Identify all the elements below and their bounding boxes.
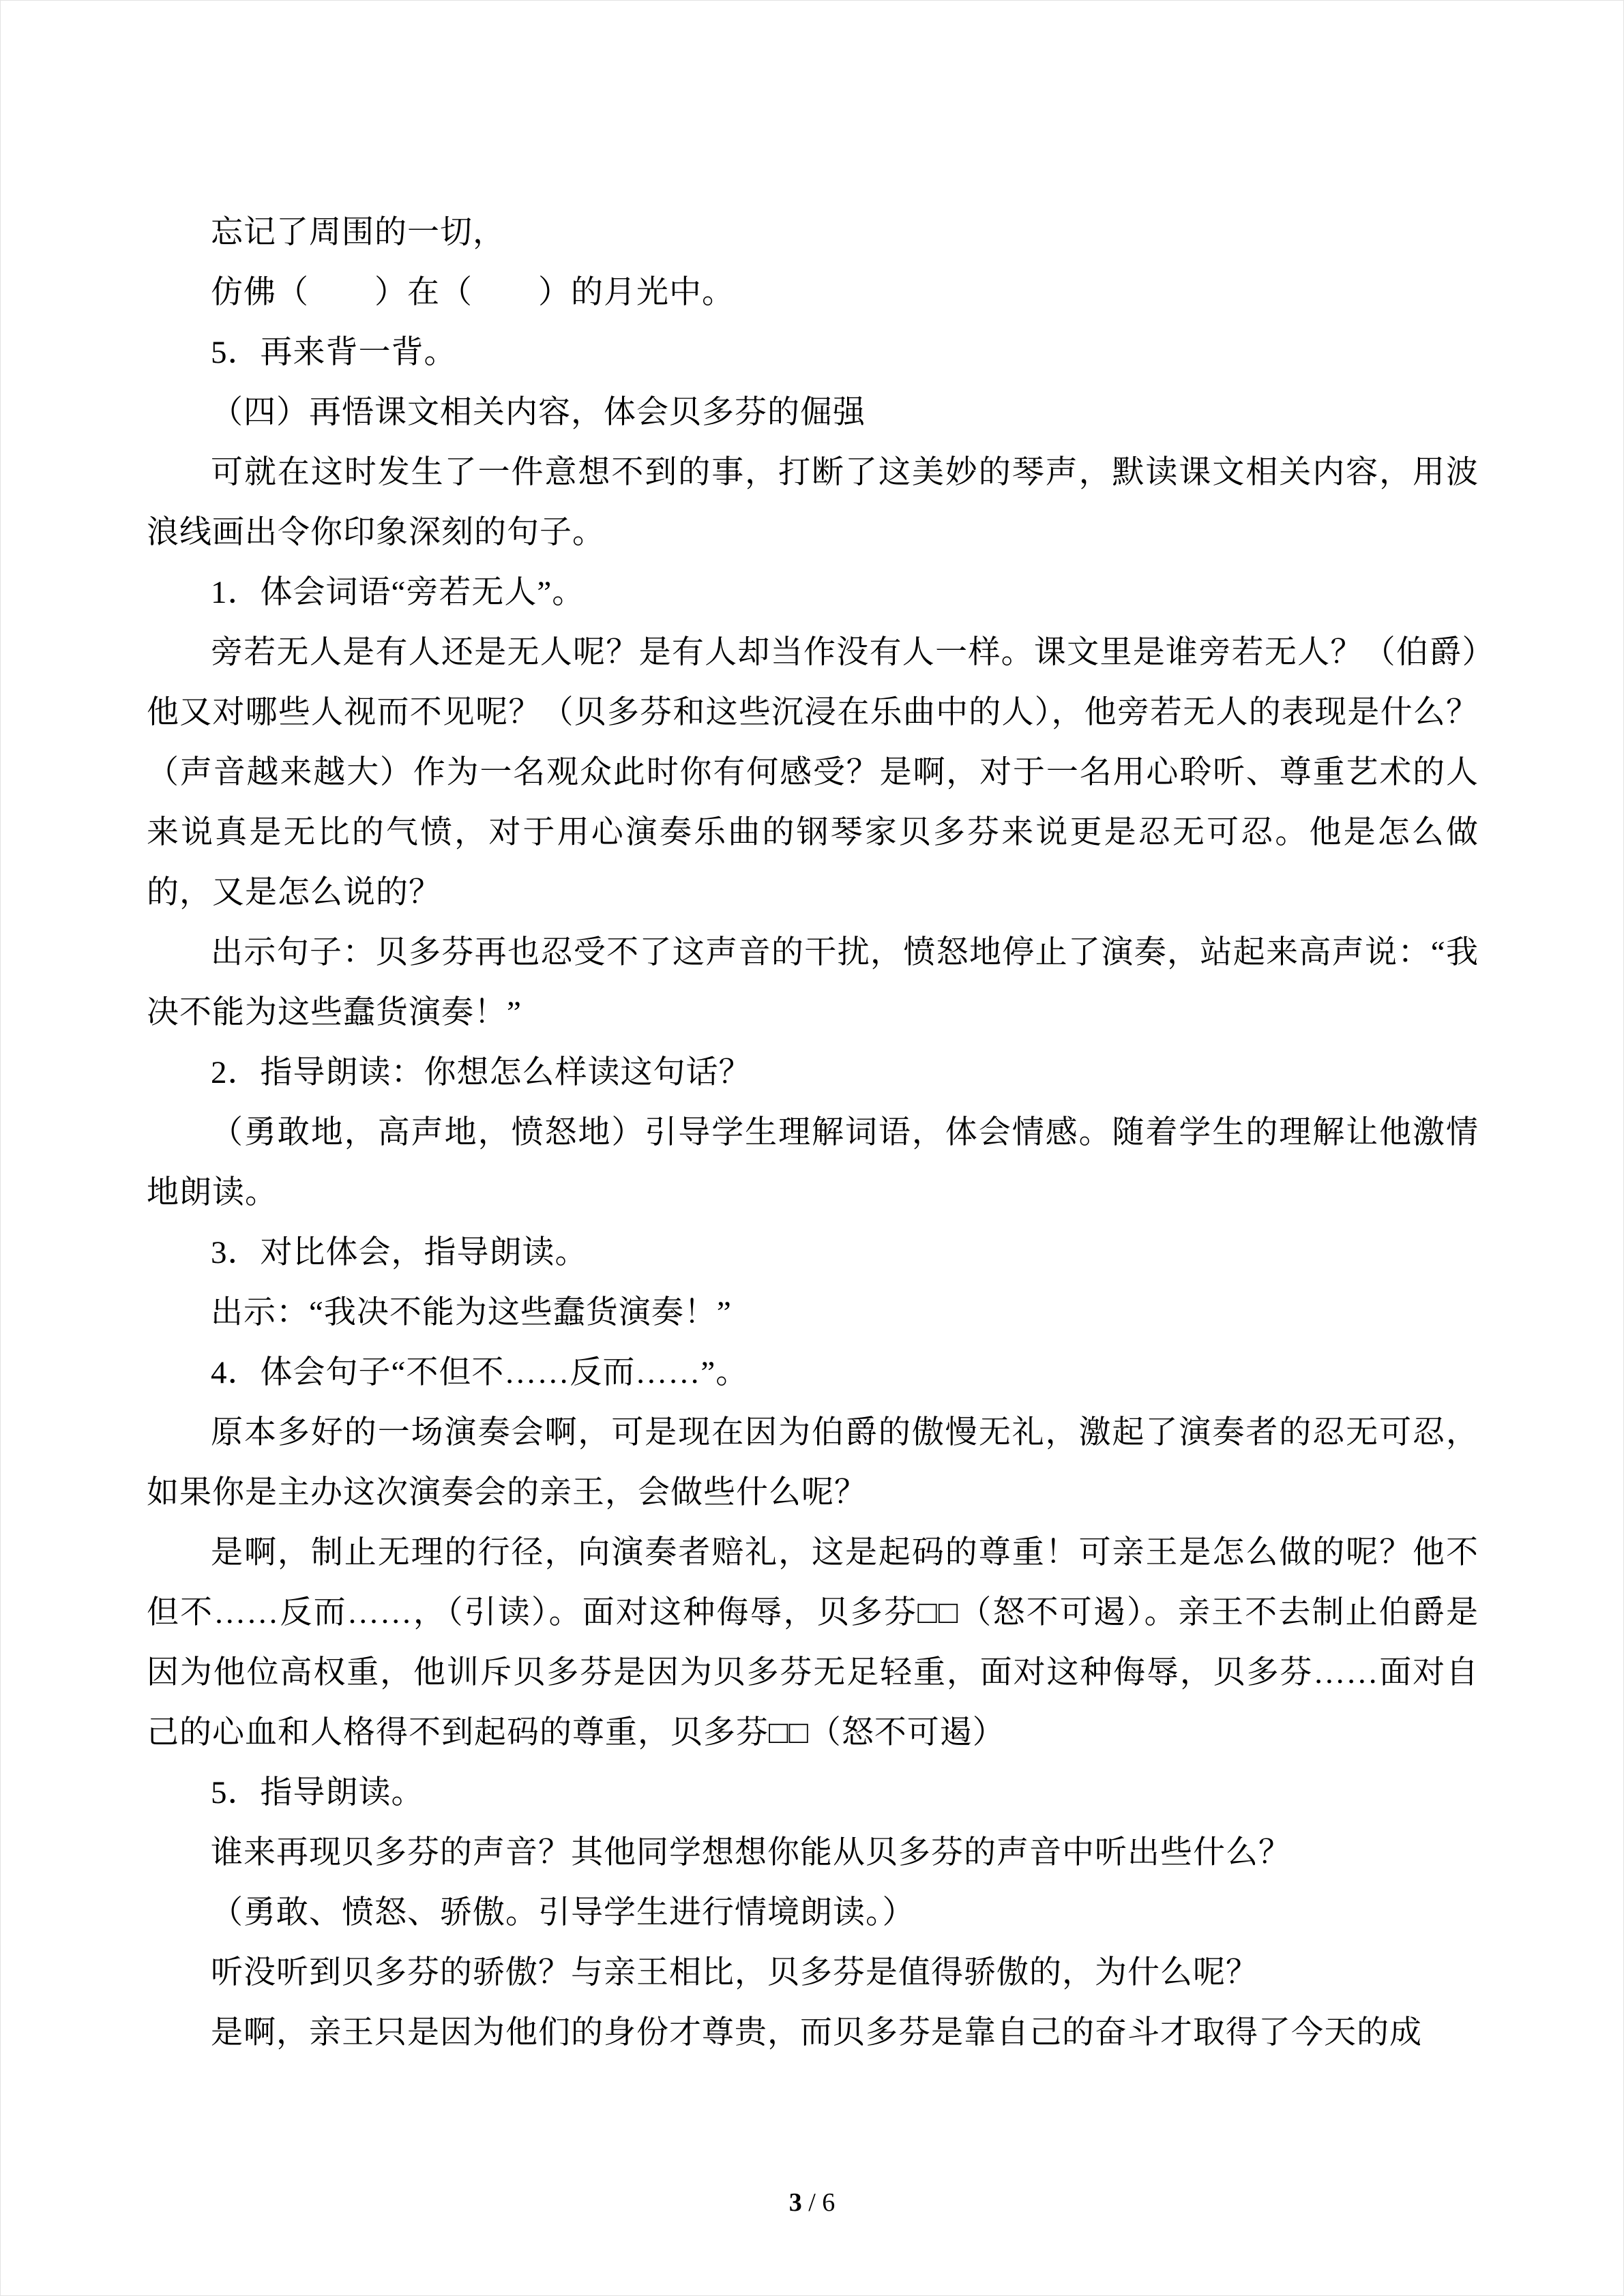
paragraph: 4．体会句子“不但不……反而……”。	[211, 1355, 749, 1390]
page-number-separator: /	[801, 2188, 823, 2217]
paragraph: 听没听到贝多芬的骄傲？与亲王相比，贝多芬是值得骄傲的，为什么呢？	[211, 1955, 1258, 1991]
paragraph: （勇敢、愤怒、骄傲。引导学生进行情境朗读。）	[211, 1895, 915, 1930]
page-number-total: 6	[822, 2188, 836, 2217]
paragraph: 5．再来背一背。	[211, 335, 457, 370]
document-body	[147, 203, 1479, 2063]
paragraph: 1．体会词语“旁若无人”。	[211, 575, 585, 610]
paragraph: 5．指导朗读。	[211, 1775, 424, 1810]
paragraph: 出示句子：贝多芬再也忍受不了这声音的干扰，愤怒地停止了演奏，站起来高声说：“我决不能为这些蠢货演奏！”	[147, 935, 1479, 1030]
paragraph: 2．指导朗读：你想怎么样读这句话？	[211, 1055, 752, 1090]
paragraph: 仿佛（ ）在（ ）的月光中。	[211, 275, 735, 310]
paragraph: 旁若无人是有人还是无人呢？是有人却当作没有人一样。课文里是谁旁若无人？（伯爵）他又对哪些人视而不见呢？（贝多芬和这些沉浸在乐曲中的人），他旁若无人的表现是什么？（声音越来越大）作为一名观众此时你有何感受？是啊，对于一名用心聆听、尊重艺术的人来说真是无比的气愤，对于用心演奏乐曲的钢琴家贝多芬来说更是忍无可忍。他是怎么做的，又是怎么说的？	[147, 635, 1479, 910]
paragraph: 可就在这时发生了一件意想不到的事，打断了这美妙的琴声，默读课文相关内容，用波浪线画出令你印象深刻的句子。	[147, 455, 1479, 550]
paragraph: 谁来再现贝多芬的声音？其他同学想想你能从贝多芬的声音中听出些什么？	[211, 1835, 1291, 1870]
paragraph: （勇敢地，高声地，愤怒地）引导学生理解词语，体会情感。随着学生的理解让他激情地朗读。	[147, 1115, 1479, 1210]
page-number-current: 3	[788, 2188, 802, 2217]
paragraph: 是啊，亲王只是因为他们的身份才尊贵，而贝多芬是靠自己的奋斗才取得了今天的成	[211, 2015, 1422, 2051]
paragraph: 出示：“我决不能为这些蠢货演奏！”	[211, 1295, 732, 1330]
paragraph: 3．对比体会，指导朗读。	[211, 1235, 588, 1270]
paragraph: 原本多好的一场演奏会啊，可是现在因为伯爵的傲慢无礼，激起了演奏者的忍无可忍，如果你是主办这次演奏会的亲王，会做些什么呢？	[147, 1415, 1479, 1510]
page-footer	[1, 2186, 1623, 2219]
paragraph: 是啊，制止无理的行径，向演奏者赔礼，这是起码的尊重！可亲王是怎么做的呢？他不但不……反而……，（引读）。面对这种侮辱，贝多芬□□（怒不可遏）。亲王不去制止伯爵是因为他位高权重，他训斥贝多芬是因为贝多芬无足轻重，面对这种侮辱，贝多芬……面对自己的心血和人格得不到起码的尊重，贝多芬□□（怒不可遏）	[147, 1535, 1479, 1750]
paragraph: 忘记了周围的一切，	[211, 215, 505, 250]
paragraph: （四）再悟课文相关内容，体会贝多芬的倔强	[211, 395, 866, 430]
